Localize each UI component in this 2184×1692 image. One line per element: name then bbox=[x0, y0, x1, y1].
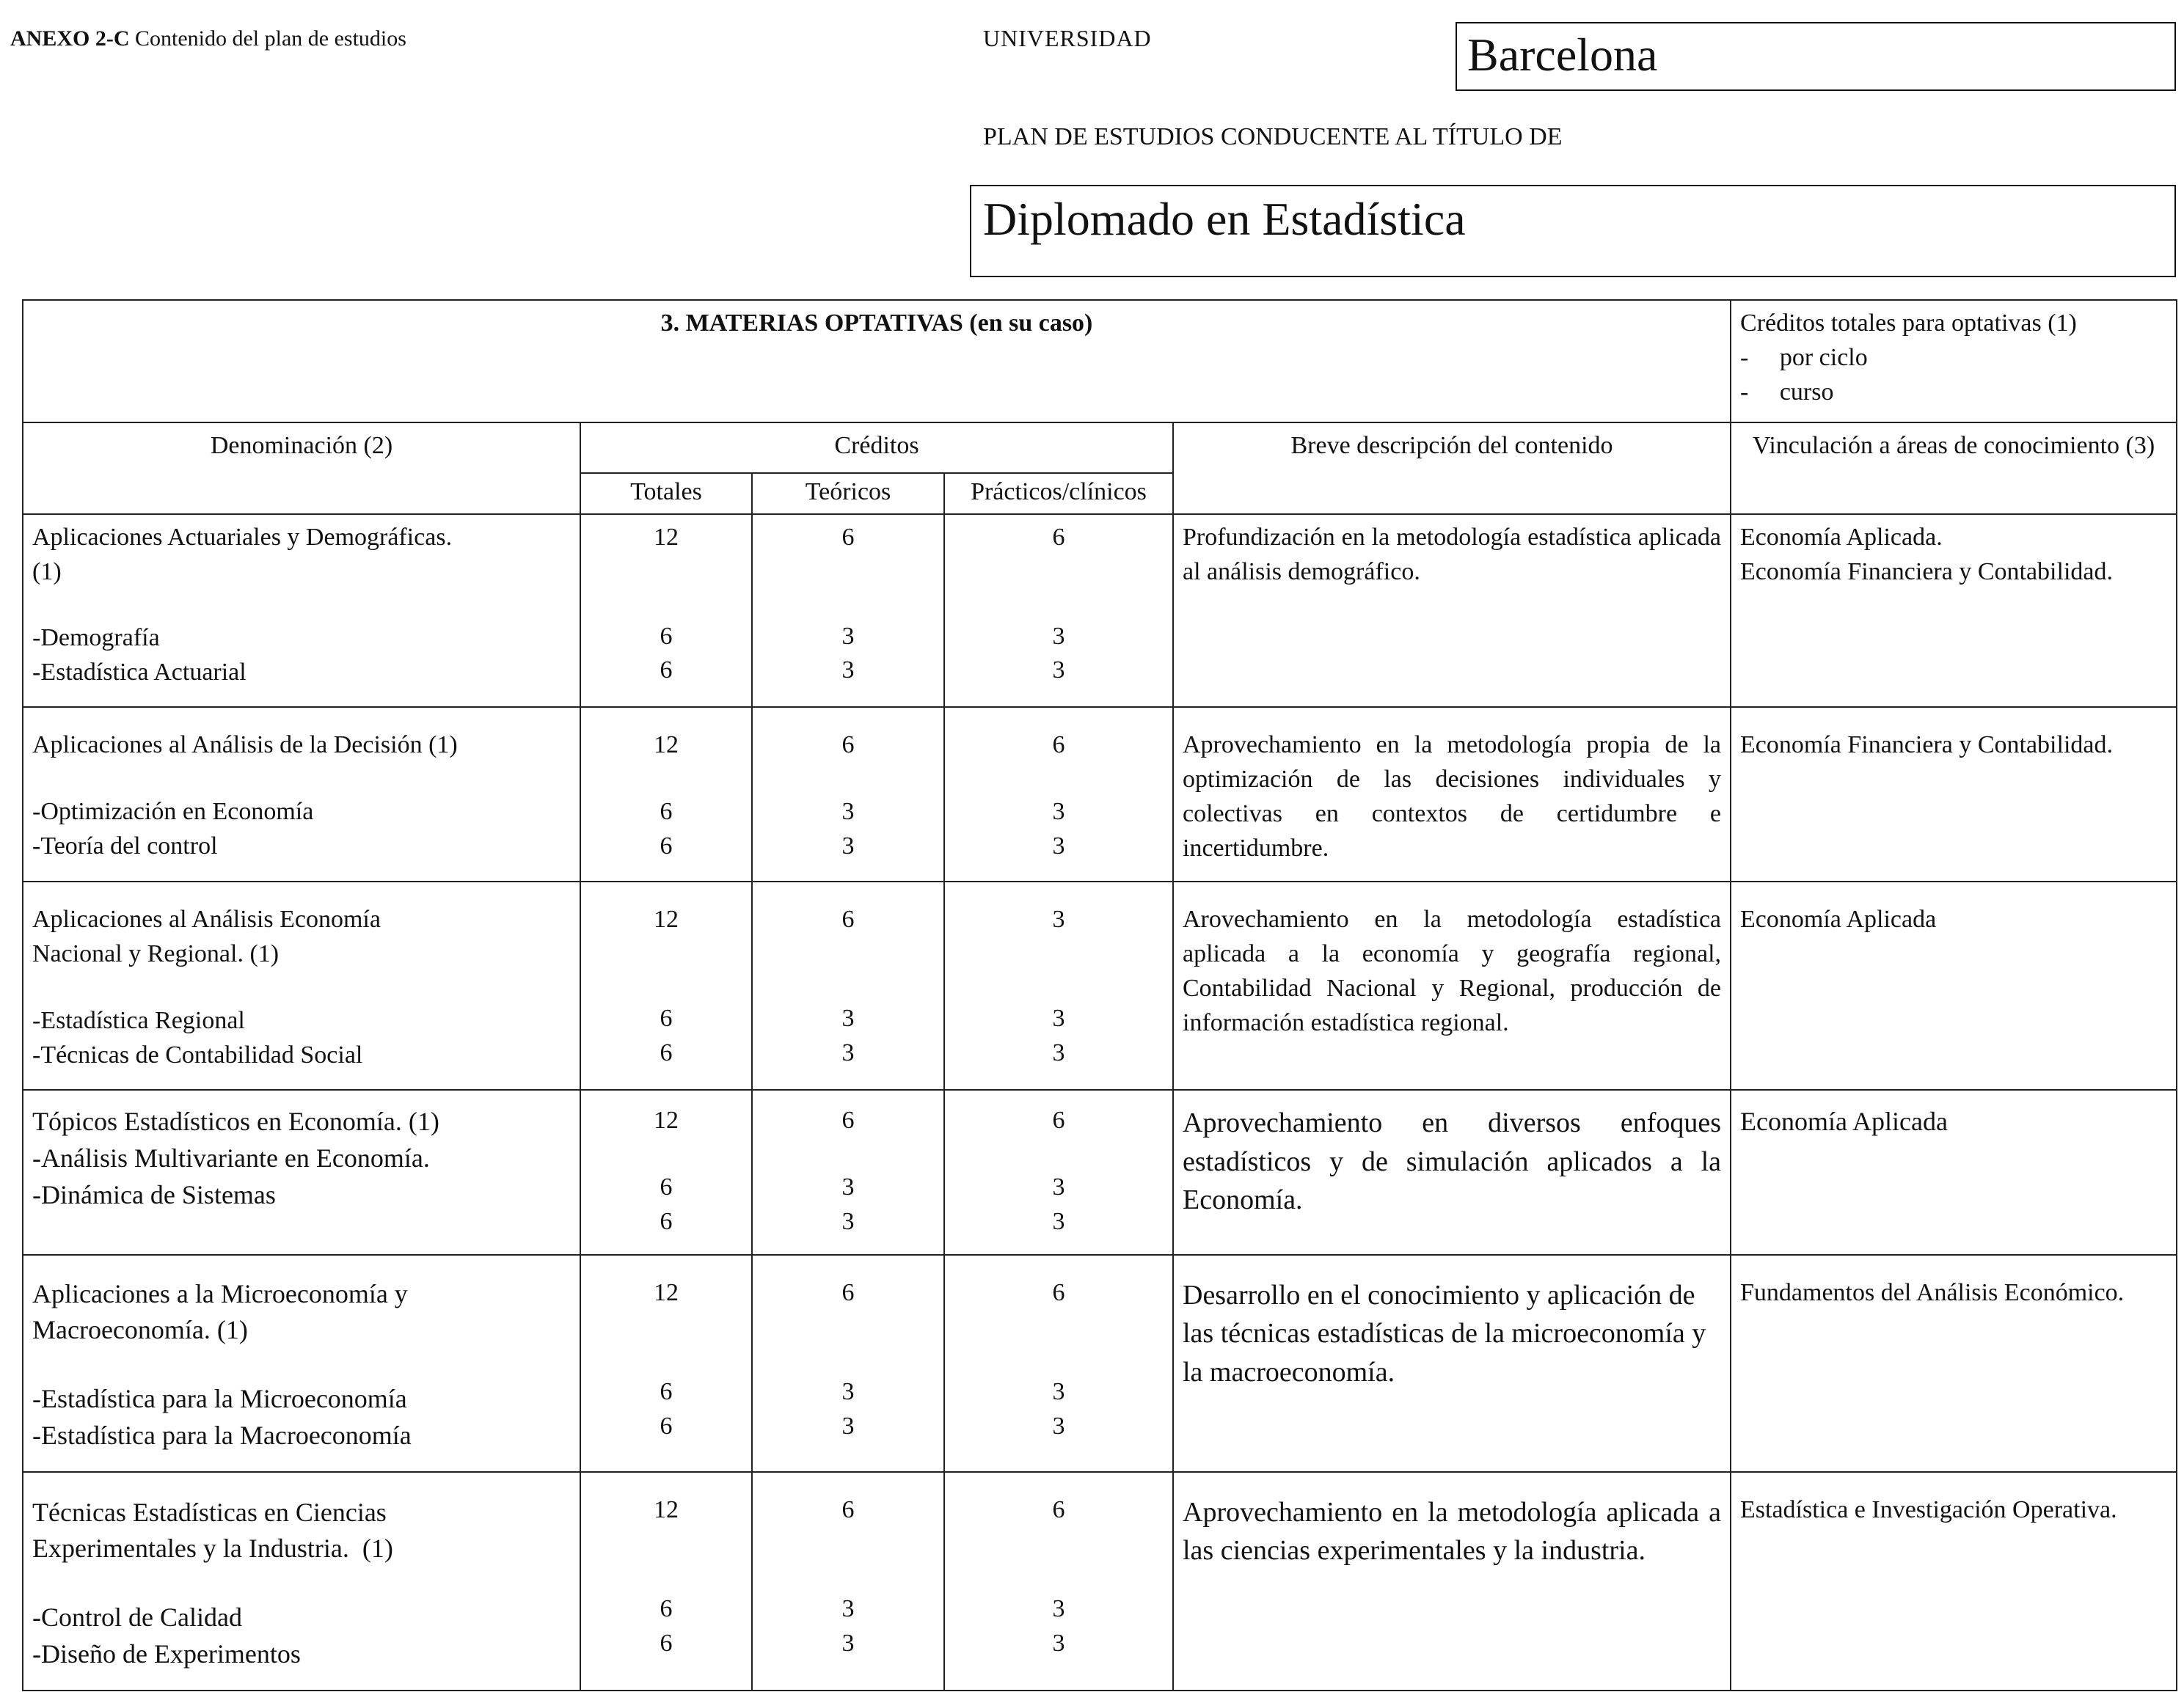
credits-summary-line2: - curso bbox=[1740, 378, 1834, 406]
university-name-box bbox=[1456, 22, 2176, 91]
sub2-totales: 6 bbox=[660, 1629, 673, 1657]
knowledge-area-cell bbox=[1731, 1090, 2177, 1254]
sub1-totales: 6 bbox=[660, 1377, 673, 1405]
sub1-totales: 6 bbox=[660, 797, 673, 825]
subject-name-line2: Nacional y Regional. (1) bbox=[32, 940, 280, 967]
sub2-teoricos: 3 bbox=[841, 1208, 855, 1236]
col-denominacion: Denominación (2) bbox=[23, 422, 580, 513]
totales-value: 12 bbox=[654, 1495, 679, 1523]
table-row bbox=[23, 1255, 2177, 1472]
sub1-teoricos: 3 bbox=[841, 797, 855, 825]
subject-name-line2: Macroeconomía. (1) bbox=[32, 1315, 248, 1345]
table-row bbox=[23, 707, 2177, 882]
practicos-cell bbox=[944, 882, 1173, 1090]
practicos-value: 6 bbox=[1052, 523, 1065, 551]
subject-name-line1: Aplicaciones a la Microeconomía y bbox=[32, 1278, 408, 1308]
practicos-cell bbox=[944, 1255, 1173, 1472]
description-cell: Desarrollo en el conocimiento y aplicación de las técnicas estadísticas de la microeconomía y la macroeconomía. bbox=[1173, 1255, 1731, 1472]
sub2-teoricos: 3 bbox=[841, 1039, 855, 1066]
knowledge-area-1: Economía Financiera y Contabilidad. bbox=[1740, 730, 2113, 758]
description-cell: Arovechamiento en la metodología estadística aplicada a la economía y geografía regional, Contabilidad Nacional y Regional, producción de información estadística regional. bbox=[1173, 882, 1731, 1090]
sub1-totales: 6 bbox=[660, 1173, 673, 1201]
sub2-practicos: 3 bbox=[1052, 832, 1065, 860]
plan-label: PLAN DE ESTUDIOS CONDUCENTE AL TÍTULO DE bbox=[983, 123, 1563, 150]
sub1-practicos: 3 bbox=[1052, 1004, 1065, 1032]
sub-subject-2: -Teoría del control bbox=[32, 832, 218, 860]
subject-name-line1: Tópicos Estadísticos en Economía. (1) bbox=[32, 1107, 439, 1137]
knowledge-area-1: Fundamentos del Análisis Económico. bbox=[1740, 1278, 2125, 1306]
sub2-teoricos: 3 bbox=[841, 1412, 855, 1440]
practicos-value: 6 bbox=[1052, 730, 1065, 758]
teoricos-value: 6 bbox=[841, 1107, 855, 1135]
knowledge-area-1: Economía Aplicada bbox=[1740, 905, 1937, 933]
table-row bbox=[23, 514, 2177, 707]
sub1-teoricos: 3 bbox=[841, 1594, 855, 1622]
knowledge-area-1: Estadística e Investigación Operativa. bbox=[1740, 1495, 2117, 1523]
col-vinculacion: Vinculación a áreas de conocimiento (3) bbox=[1731, 422, 2177, 513]
totales-cell bbox=[580, 1255, 752, 1472]
credits-summary-title: Créditos totales para optativas (1) bbox=[1740, 310, 2077, 337]
teoricos-cell bbox=[752, 1472, 944, 1691]
sub1-practicos: 3 bbox=[1052, 1173, 1065, 1201]
degree-title: Diplomado en Estadística bbox=[983, 193, 1466, 245]
subject-name-line2: Experimentales y la Industria. (1) bbox=[32, 1534, 393, 1564]
totales-cell bbox=[580, 707, 752, 882]
totales-value: 12 bbox=[654, 905, 679, 933]
university-label: UNIVERSIDAD bbox=[983, 25, 1152, 51]
practicos-value: 6 bbox=[1052, 1278, 1065, 1306]
degree-title-box bbox=[970, 185, 2176, 277]
sub2-totales: 6 bbox=[660, 1039, 673, 1066]
table-title-row bbox=[23, 300, 2177, 422]
teoricos-value: 6 bbox=[841, 1278, 855, 1306]
sub2-teoricos: 3 bbox=[841, 832, 855, 860]
col-descripcion: Breve descripción del contenido bbox=[1173, 422, 1731, 513]
knowledge-area-1: Economía Aplicada bbox=[1740, 1107, 1948, 1137]
practicos-cell bbox=[944, 1472, 1173, 1691]
knowledge-area-cell bbox=[1731, 882, 2177, 1090]
table-row bbox=[23, 1472, 2177, 1691]
totales-value: 12 bbox=[654, 1278, 679, 1306]
sub-subject-2: -Dinámica de Sistemas bbox=[32, 1179, 276, 1209]
totales-cell bbox=[580, 882, 752, 1090]
credits-summary-line1: - por ciclo bbox=[1740, 343, 1868, 371]
description-cell: Aprovechamiento en la metodología propia de la optimización de las decisiones individuales y colectivas en contextos de certidumbre e incertidumbre. bbox=[1173, 707, 1731, 882]
sub1-totales: 6 bbox=[660, 1594, 673, 1622]
teoricos-cell bbox=[752, 882, 944, 1090]
sub1-teoricos: 3 bbox=[841, 622, 855, 650]
sub2-teoricos: 3 bbox=[841, 1629, 855, 1657]
description-cell: Aprovechamiento en la metodología aplicada a las ciencias experimentales y la industria. bbox=[1173, 1472, 1731, 1691]
sub1-practicos: 3 bbox=[1052, 1594, 1065, 1622]
university-name: Barcelona bbox=[1467, 29, 1658, 81]
sub1-totales: 6 bbox=[660, 1004, 673, 1032]
col-practicos: Prácticos/clínicos bbox=[944, 473, 1173, 514]
description-cell: Profundización en la metodología estadística aplicada al análisis demográfico. bbox=[1173, 514, 1731, 707]
knowledge-area-cell bbox=[1731, 514, 2177, 707]
teoricos-cell bbox=[752, 707, 944, 882]
subject-name-line1: Aplicaciones al Análisis Economía bbox=[32, 905, 381, 933]
col-totales: Totales bbox=[580, 473, 752, 514]
annex-heading bbox=[10, 26, 406, 51]
sub1-practicos: 3 bbox=[1052, 622, 1065, 650]
knowledge-area-cell bbox=[1731, 707, 2177, 882]
sub-subject-1: -Control de Calidad bbox=[32, 1603, 242, 1633]
sub-subject-2: -Estadística Actuarial bbox=[32, 659, 246, 686]
sub2-teoricos: 3 bbox=[841, 656, 855, 684]
teoricos-value: 6 bbox=[841, 1495, 855, 1523]
knowledge-area-1: Economía Aplicada. bbox=[1740, 523, 1943, 551]
subject-name-line1: Técnicas Estadísticas en Ciencias bbox=[32, 1497, 387, 1527]
sub-subject-1: -Estadística para la Microeconomía bbox=[32, 1384, 407, 1414]
totales-cell bbox=[580, 1472, 752, 1691]
subject-name-line1: Aplicaciones Actuariales y Demográficas. bbox=[32, 523, 453, 551]
sub-subject-2: -Estadística para la Macroeconomía bbox=[32, 1420, 412, 1450]
sub2-practicos: 3 bbox=[1052, 1412, 1065, 1440]
sub1-teoricos: 3 bbox=[841, 1173, 855, 1201]
sub-subject-1: -Demografía bbox=[32, 624, 160, 652]
knowledge-area-cell bbox=[1731, 1472, 2177, 1691]
totales-cell bbox=[580, 514, 752, 707]
column-header-row bbox=[23, 422, 2177, 472]
sub2-practicos: 3 bbox=[1052, 1629, 1065, 1657]
table-row bbox=[23, 882, 2177, 1090]
sub-subject-1: -Análisis Multivariante en Economía. bbox=[32, 1143, 430, 1173]
sub2-totales: 6 bbox=[660, 1208, 673, 1236]
sub2-practicos: 3 bbox=[1052, 1039, 1065, 1066]
sub2-totales: 6 bbox=[660, 1412, 673, 1440]
sub-subject-2: -Técnicas de Contabilidad Social bbox=[32, 1041, 363, 1069]
sub2-practicos: 3 bbox=[1052, 1208, 1065, 1236]
sub-subject-1: -Estadística Regional bbox=[32, 1006, 245, 1034]
teoricos-value: 6 bbox=[841, 905, 855, 933]
sub1-practicos: 3 bbox=[1052, 797, 1065, 825]
practicos-value: 3 bbox=[1052, 905, 1065, 933]
sub1-totales: 6 bbox=[660, 622, 673, 650]
optional-subjects-table bbox=[22, 299, 2177, 1691]
sub1-teoricos: 3 bbox=[841, 1004, 855, 1032]
practicos-cell bbox=[944, 707, 1173, 882]
table-row bbox=[23, 1090, 2177, 1254]
subject-cell bbox=[23, 1255, 580, 1472]
sub1-practicos: 3 bbox=[1052, 1377, 1065, 1405]
sub1-teoricos: 3 bbox=[841, 1377, 855, 1405]
teoricos-cell bbox=[752, 1090, 944, 1254]
subject-cell bbox=[23, 1090, 580, 1254]
teoricos-cell bbox=[752, 1255, 944, 1472]
col-teoricos: Teóricos bbox=[752, 473, 944, 514]
subject-cell bbox=[23, 1472, 580, 1691]
practicos-value: 6 bbox=[1052, 1495, 1065, 1523]
subject-name-line2: (1) bbox=[32, 557, 62, 585]
teoricos-value: 6 bbox=[841, 730, 855, 758]
subject-cell bbox=[23, 514, 580, 707]
annex-text: Contenido del plan de estudios bbox=[135, 26, 406, 51]
section-title: 3. MATERIAS OPTATIVAS (en su caso) bbox=[23, 300, 1731, 422]
practicos-cell bbox=[944, 1090, 1173, 1254]
practicos-value: 6 bbox=[1052, 1107, 1065, 1135]
teoricos-value: 6 bbox=[841, 523, 855, 551]
subject-cell bbox=[23, 882, 580, 1090]
credits-summary bbox=[1731, 300, 2177, 422]
totales-cell bbox=[580, 1090, 752, 1254]
subject-name-line1: Aplicaciones al Análisis de la Decisión (1) bbox=[32, 730, 458, 758]
sub2-totales: 6 bbox=[660, 656, 673, 684]
col-creditos: Créditos bbox=[580, 422, 1173, 472]
knowledge-area-cell bbox=[1731, 1255, 2177, 1472]
teoricos-cell bbox=[752, 514, 944, 707]
sub-subject-1: -Optimización en Economía bbox=[32, 797, 314, 825]
knowledge-area-2: Economía Financiera y Contabilidad. bbox=[1740, 557, 2113, 585]
description-cell: Aprovechamiento en diversos enfoques estadísticos y de simulación aplicados a la Economía. bbox=[1173, 1090, 1731, 1254]
subject-cell bbox=[23, 707, 580, 882]
practicos-cell bbox=[944, 514, 1173, 707]
sub2-totales: 6 bbox=[660, 832, 673, 860]
sub2-practicos: 3 bbox=[1052, 656, 1065, 684]
totales-value: 12 bbox=[654, 1107, 679, 1135]
sub-subject-2: -Diseño de Experimentos bbox=[32, 1638, 301, 1669]
totales-value: 12 bbox=[654, 523, 679, 551]
totales-value: 12 bbox=[654, 730, 679, 758]
annex-label: ANEXO 2-C bbox=[10, 26, 130, 51]
